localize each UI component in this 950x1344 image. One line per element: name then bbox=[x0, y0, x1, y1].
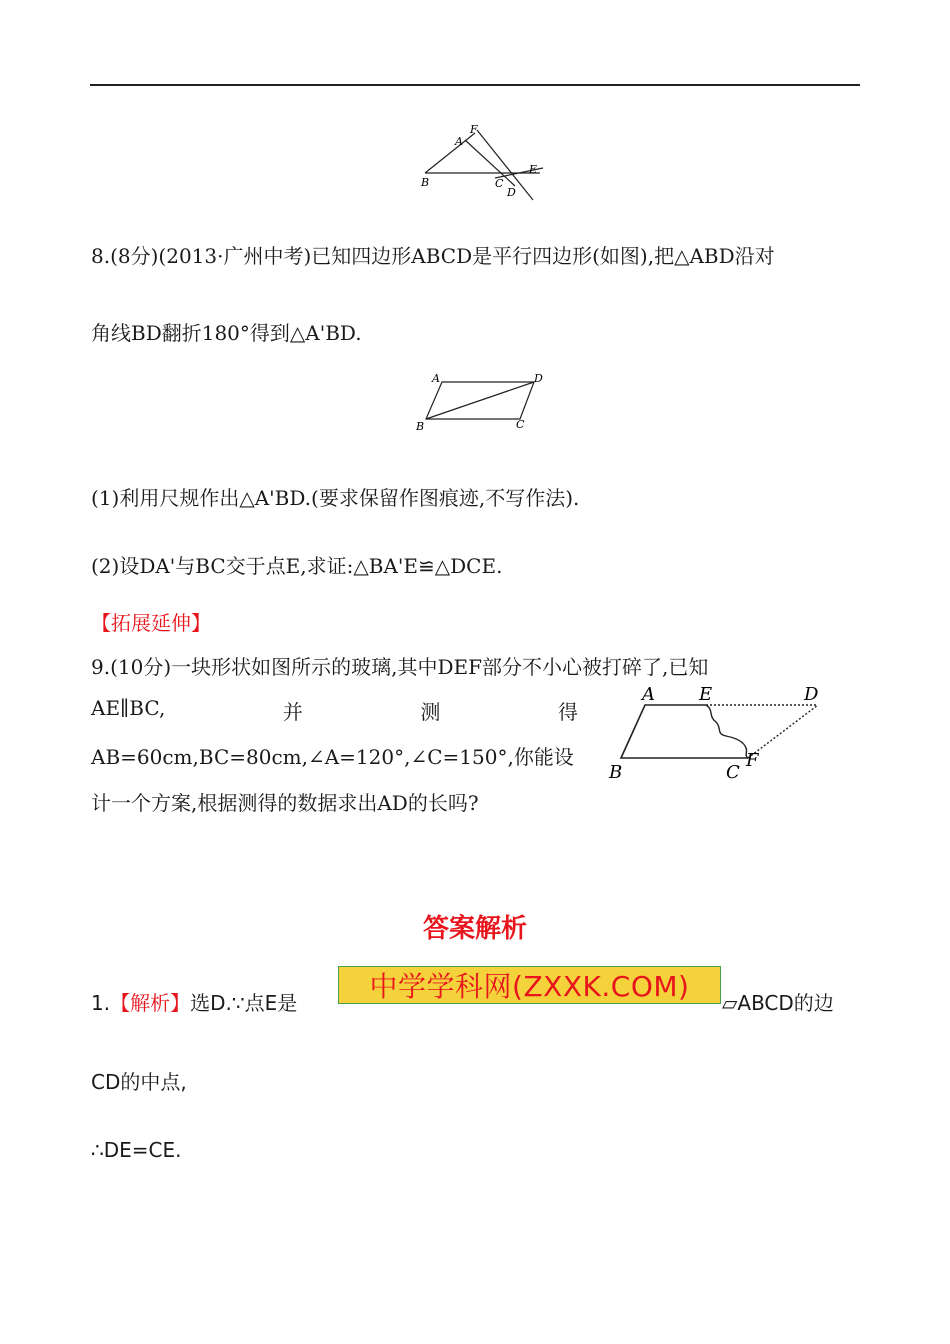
q9-line2-word: 测 bbox=[420, 700, 441, 724]
fig-label-f: F bbox=[746, 750, 759, 771]
q9-line2-word: 并 bbox=[282, 700, 303, 724]
figure-broken-glass bbox=[604, 680, 834, 786]
fig-label-a: A bbox=[432, 372, 440, 385]
answers-title: 答案解析 bbox=[422, 914, 527, 944]
fig-label-e: E bbox=[699, 684, 713, 705]
fig-label-d: D bbox=[534, 372, 543, 385]
fig-label-c: C bbox=[495, 177, 504, 190]
fig-label-d: D bbox=[804, 684, 819, 705]
section-header-extension: 【拓展延伸】 bbox=[91, 611, 211, 635]
figure-parallelogram bbox=[412, 370, 552, 434]
fig-label-b: B bbox=[609, 762, 623, 783]
q8-line1: 8.(8分)(2013·广州中考)已知四边形ABCD是平行四边形(如图),把△ABD沿对 bbox=[91, 244, 775, 268]
fig-label-b: B bbox=[416, 420, 425, 433]
fig-label-c: C bbox=[516, 418, 525, 431]
header-rule bbox=[90, 84, 860, 86]
fig-label-f: F bbox=[470, 123, 478, 136]
watermark-stamp: 中学学科网(ZXXK.COM) bbox=[338, 966, 721, 1004]
q9-line1: 9.(10分)一块形状如图所示的玻璃,其中DEF部分不小心被打碎了,已知 bbox=[91, 655, 709, 679]
q9-line2 bbox=[91, 696, 578, 725]
q9-line4: 计一个方案,根据测得的数据求出AD的长吗? bbox=[91, 791, 479, 815]
fig-label-b: B bbox=[421, 176, 430, 189]
fig-label-e: E bbox=[529, 163, 538, 176]
answer-text: 选D.∵点E是 bbox=[190, 991, 298, 1015]
fig-label-d: D bbox=[507, 186, 516, 199]
q9-line2-word: 得 bbox=[557, 700, 578, 724]
analysis-tag: 【解析】 bbox=[110, 991, 191, 1015]
figure-parallel-lines bbox=[415, 120, 545, 206]
q8-part1: (1)利用尺规作出△A'BD.(要求保留作图痕迹,不写作法). bbox=[91, 486, 580, 510]
fig-label-c: C bbox=[726, 762, 740, 783]
fig-label-a: A bbox=[642, 684, 655, 705]
answer-1-line3: ∴DE=CE. bbox=[91, 1138, 182, 1162]
q8-line2: 角线BD翻折180°得到△A'BD. bbox=[91, 321, 362, 345]
q8-part2: (2)设DA'与BC交于点E,求证:△BA'E≌△DCE. bbox=[91, 554, 503, 578]
q9-line2-word: AE∥BC, bbox=[91, 696, 166, 720]
answer-1-line1 bbox=[91, 987, 297, 1016]
fig-label-a: A bbox=[455, 135, 463, 148]
q9-line3: AB=60cm,BC=80cm,∠A=120°,∠C=150°,你能设 bbox=[91, 745, 574, 769]
answer-1-tail: ▱ABCD的边 bbox=[722, 991, 834, 1015]
answer-number: 1. bbox=[91, 991, 111, 1015]
answer-1-line2: CD的中点, bbox=[91, 1070, 187, 1094]
